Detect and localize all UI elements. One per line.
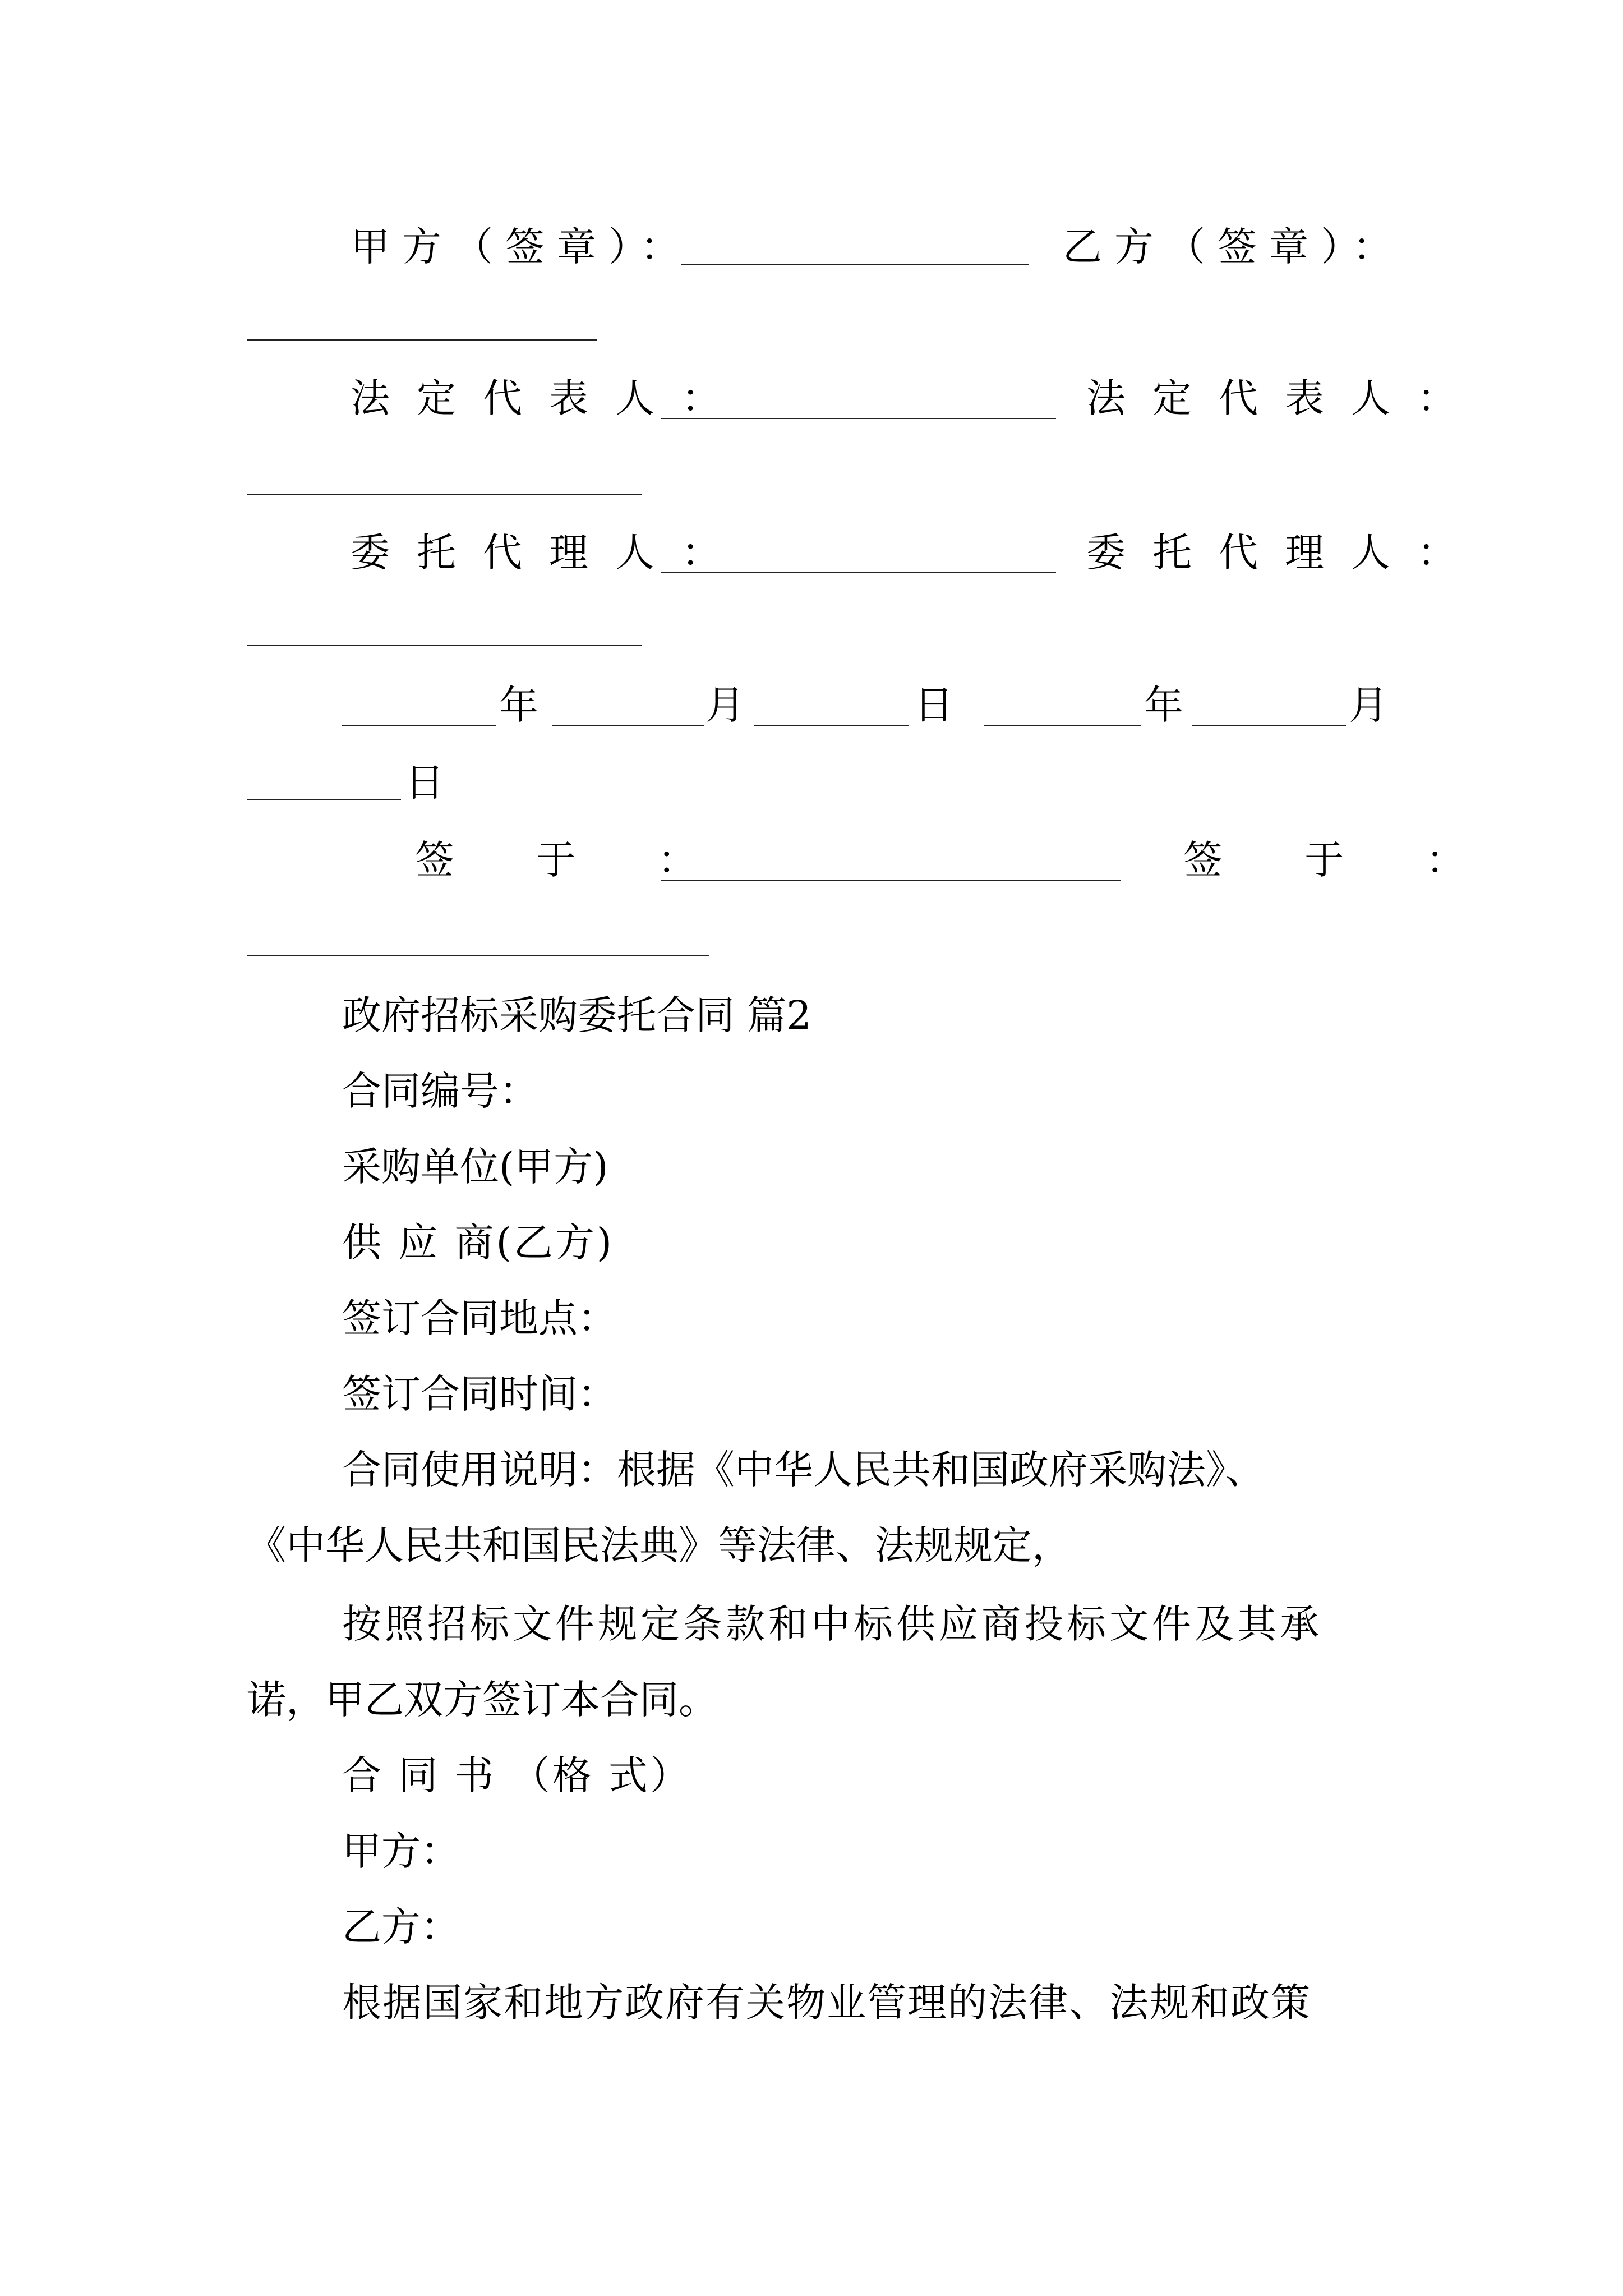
contract-book-heading: 合 同 书 （格 式） [342, 1752, 692, 1798]
section-title: 政府招标采购委托合同 篇2 [342, 992, 811, 1038]
party-b-seal-label: 乙方（签章）： [1063, 224, 1404, 270]
date-a-year-blank [342, 725, 496, 726]
date-a-month-blank [552, 725, 704, 726]
date-b-year-blank [984, 725, 1141, 726]
date-a-day-blank [754, 725, 909, 726]
basis-line-1: 按照招标文件规定条款和中标供应商投标文件及其承 [342, 1601, 1322, 1647]
date-b-year: 年 [1144, 682, 1183, 728]
party-a-label: 甲方： [342, 1828, 460, 1874]
purchaser-label: 采购单位(甲方) [342, 1144, 608, 1190]
signed-at-a-label: 签 于 ： [415, 837, 732, 883]
signing-place-label: 签订合同地点： [342, 1295, 617, 1341]
agent-b-label: 委托代理人： [1086, 530, 1483, 576]
legal-rep-b-label: 法定代表人： [1086, 375, 1483, 421]
usage-note-line-1: 合同使用说明：根据《中华人民共和国政府采购法》、 [342, 1447, 1265, 1493]
legal-rep-a-blank [661, 418, 1056, 419]
signed-at-a-blank [661, 880, 1121, 881]
contract-number-label: 合同编号： [342, 1068, 538, 1114]
date-b-month-blank [1192, 725, 1346, 726]
legal-rep-b-blank [247, 494, 642, 495]
agent-a-blank [661, 572, 1056, 573]
party-a-seal-label: 甲方（签章）： [351, 224, 692, 270]
usage-note-line-2: 《中华人民共和国民法典》等法律、法规规定， [247, 1522, 1071, 1568]
date-a-month: 月 [706, 682, 745, 728]
signing-time-label: 签订合同时间： [342, 1371, 617, 1417]
legal-rep-a-label: 法定代表人： [351, 375, 748, 421]
law-basis-line: 根据国家和地方政府有关物业管理的法律、法规和政策 [342, 1980, 1311, 2026]
date-b-month: 月 [1349, 682, 1388, 728]
signed-at-b-blank [247, 955, 709, 956]
date-b-day: 日 [405, 760, 444, 806]
date-b-day-blank [247, 799, 401, 800]
signed-at-b-label: 签 于 ： [1183, 837, 1500, 883]
party-a-seal-blank [681, 264, 1029, 265]
date-a-year: 年 [499, 682, 538, 728]
basis-line-2: 诺，甲乙双方签订本合同。 [247, 1677, 718, 1723]
party-b-seal-blank [247, 339, 597, 341]
supplier-label: 供 应 商(乙方) [342, 1220, 615, 1266]
date-a-day: 日 [914, 682, 953, 728]
agent-a-label: 委托代理人： [351, 530, 748, 576]
party-b-label: 乙方： [342, 1904, 460, 1950]
agent-b-blank [247, 645, 642, 646]
